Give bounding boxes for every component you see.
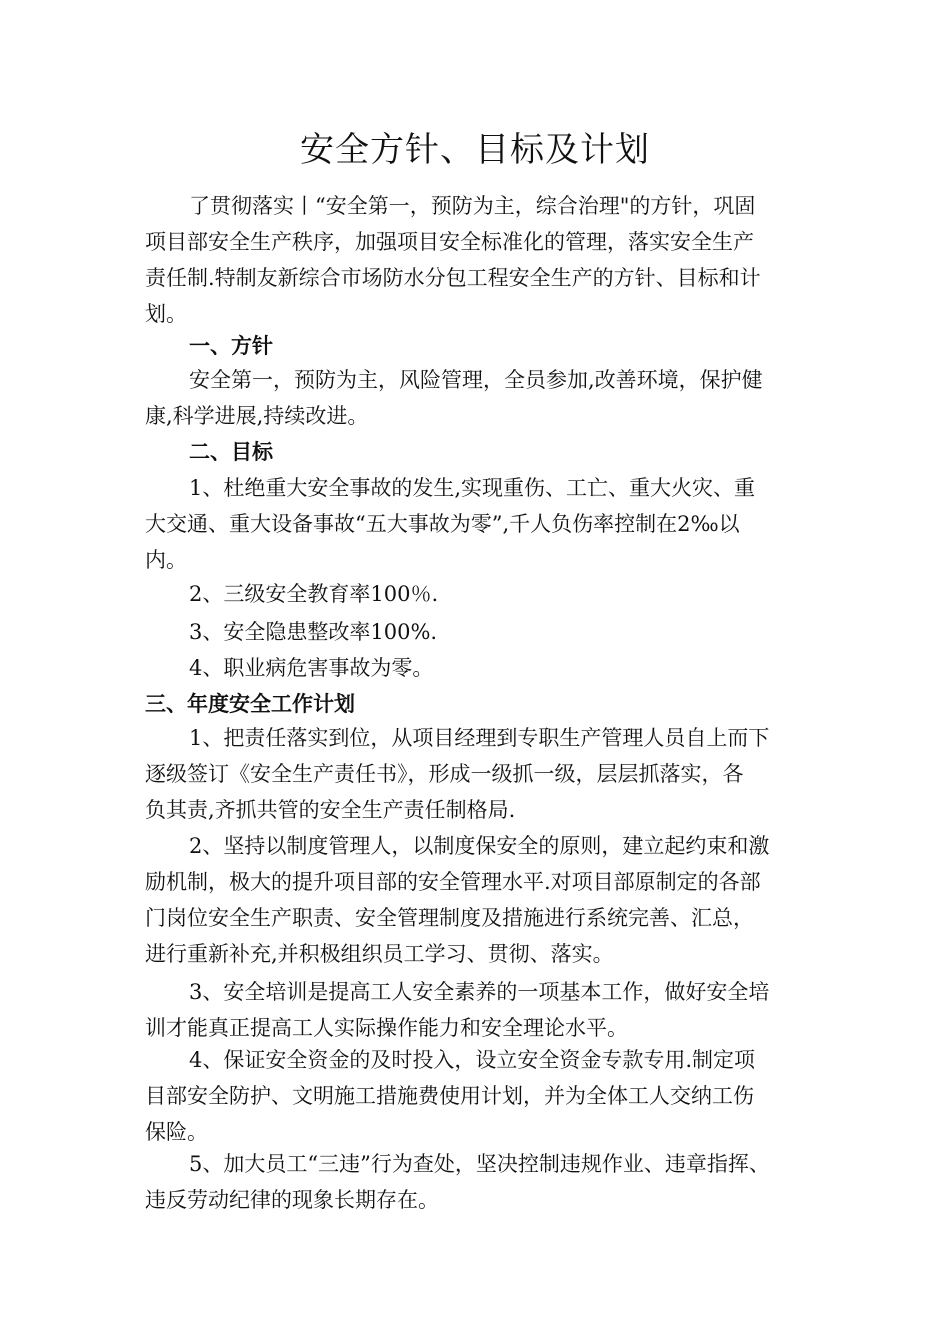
plan-item-4 <box>145 1042 811 1150</box>
intro-line: 划。 <box>145 302 187 326</box>
goal-item-1 <box>145 470 811 578</box>
plan-line: 训才能真正提高工人实际操作能力和安全理论水平。 <box>145 1016 628 1040</box>
section-heading-policy: 一、方针 <box>189 333 273 358</box>
plan-line: 逐级签订《安全生产责任书》，形成一级抓一级，层层抓落实，各 <box>145 762 744 786</box>
plan-line: 违反劳动纪律的现象长期存在。 <box>145 1188 439 1212</box>
plan-line: 保险。 <box>145 1120 208 1144</box>
goal-item-2 <box>145 576 811 612</box>
plan-line: 进行重新补充,并积极组织员工学习、贯彻、落实。 <box>145 942 614 966</box>
goal-line: 1、杜绝重大安全事故的发生,实现重伤、工亡、重大火灾、重 <box>189 476 756 500</box>
plan-item-5 <box>145 1146 811 1218</box>
plan-item-2 <box>145 828 811 972</box>
policy-line: 安全第一，预防为主，风险管理，全员参加,改善环境，保护健 <box>189 368 763 392</box>
intro-paragraph <box>145 188 811 332</box>
plan-line: 励机制，极大的提升项目部的安全管理水平.对项目部原制定的各部 <box>145 870 761 894</box>
goal-line: 4、职业病危害事故为零。 <box>189 656 434 680</box>
plan-item-3 <box>145 974 811 1046</box>
intro-line: 责任制.特制友新综合市场防水分包工程安全生产的方针、目标和计 <box>145 266 761 290</box>
policy-line: 康,科学进展,持续改进。 <box>145 404 369 428</box>
goal-item-3 <box>145 614 811 650</box>
plan-line: 目部安全防护、文明施工措施费使用计划，并为全体工人交纳工伤 <box>145 1084 754 1108</box>
plan-line: 1、把责任落实到位，从项目经理到专职生产管理人员自上而下 <box>189 726 770 750</box>
plan-line: 负其责,齐抓共管的安全生产责任制格局. <box>145 798 516 822</box>
goal-line: 大交通、重大设备事故“五大事故为零”,千人负伤率控制在2‰以 <box>145 512 740 536</box>
goal-item-4 <box>145 650 811 686</box>
goal-line: 3、安全隐患整改率100%. <box>189 620 438 644</box>
intro-line: 项目部安全生产秩序，加强项目安全标准化的管理，落实安全生产 <box>145 230 754 254</box>
intro-line: 了贯彻落实丨“安全第一，预防为主，综合治理"的方针，巩固 <box>189 194 756 218</box>
goal-line: 内。 <box>145 548 187 572</box>
document-title: 安全方针、目标及计划 <box>300 130 650 170</box>
section-heading-annual-plan: 三、年度安全工作计划 <box>145 691 355 716</box>
plan-line: 2、坚持以制度管理人，以制度保安全的原则，建立起约束和激 <box>189 834 770 858</box>
plan-line: 4、保证安全资金的及时投入，设立安全资金专款专用.制定项 <box>189 1048 756 1072</box>
plan-item-1 <box>145 720 811 828</box>
goal-line: 2、三级安全教育率100％. <box>189 582 439 606</box>
section-heading-goals: 二、目标 <box>189 439 273 464</box>
plan-line: 3、安全培训是提高工人安全素养的一项基本工作，做好安全培 <box>189 980 770 1004</box>
plan-line: 5、加大员工“三违”行为查处，坚决控制违规作业、违章指挥、 <box>189 1152 770 1176</box>
policy-paragraph <box>145 362 811 434</box>
plan-line: 门岗位安全生产职责、安全管理制度及措施进行系统完善、汇总， <box>145 906 754 930</box>
